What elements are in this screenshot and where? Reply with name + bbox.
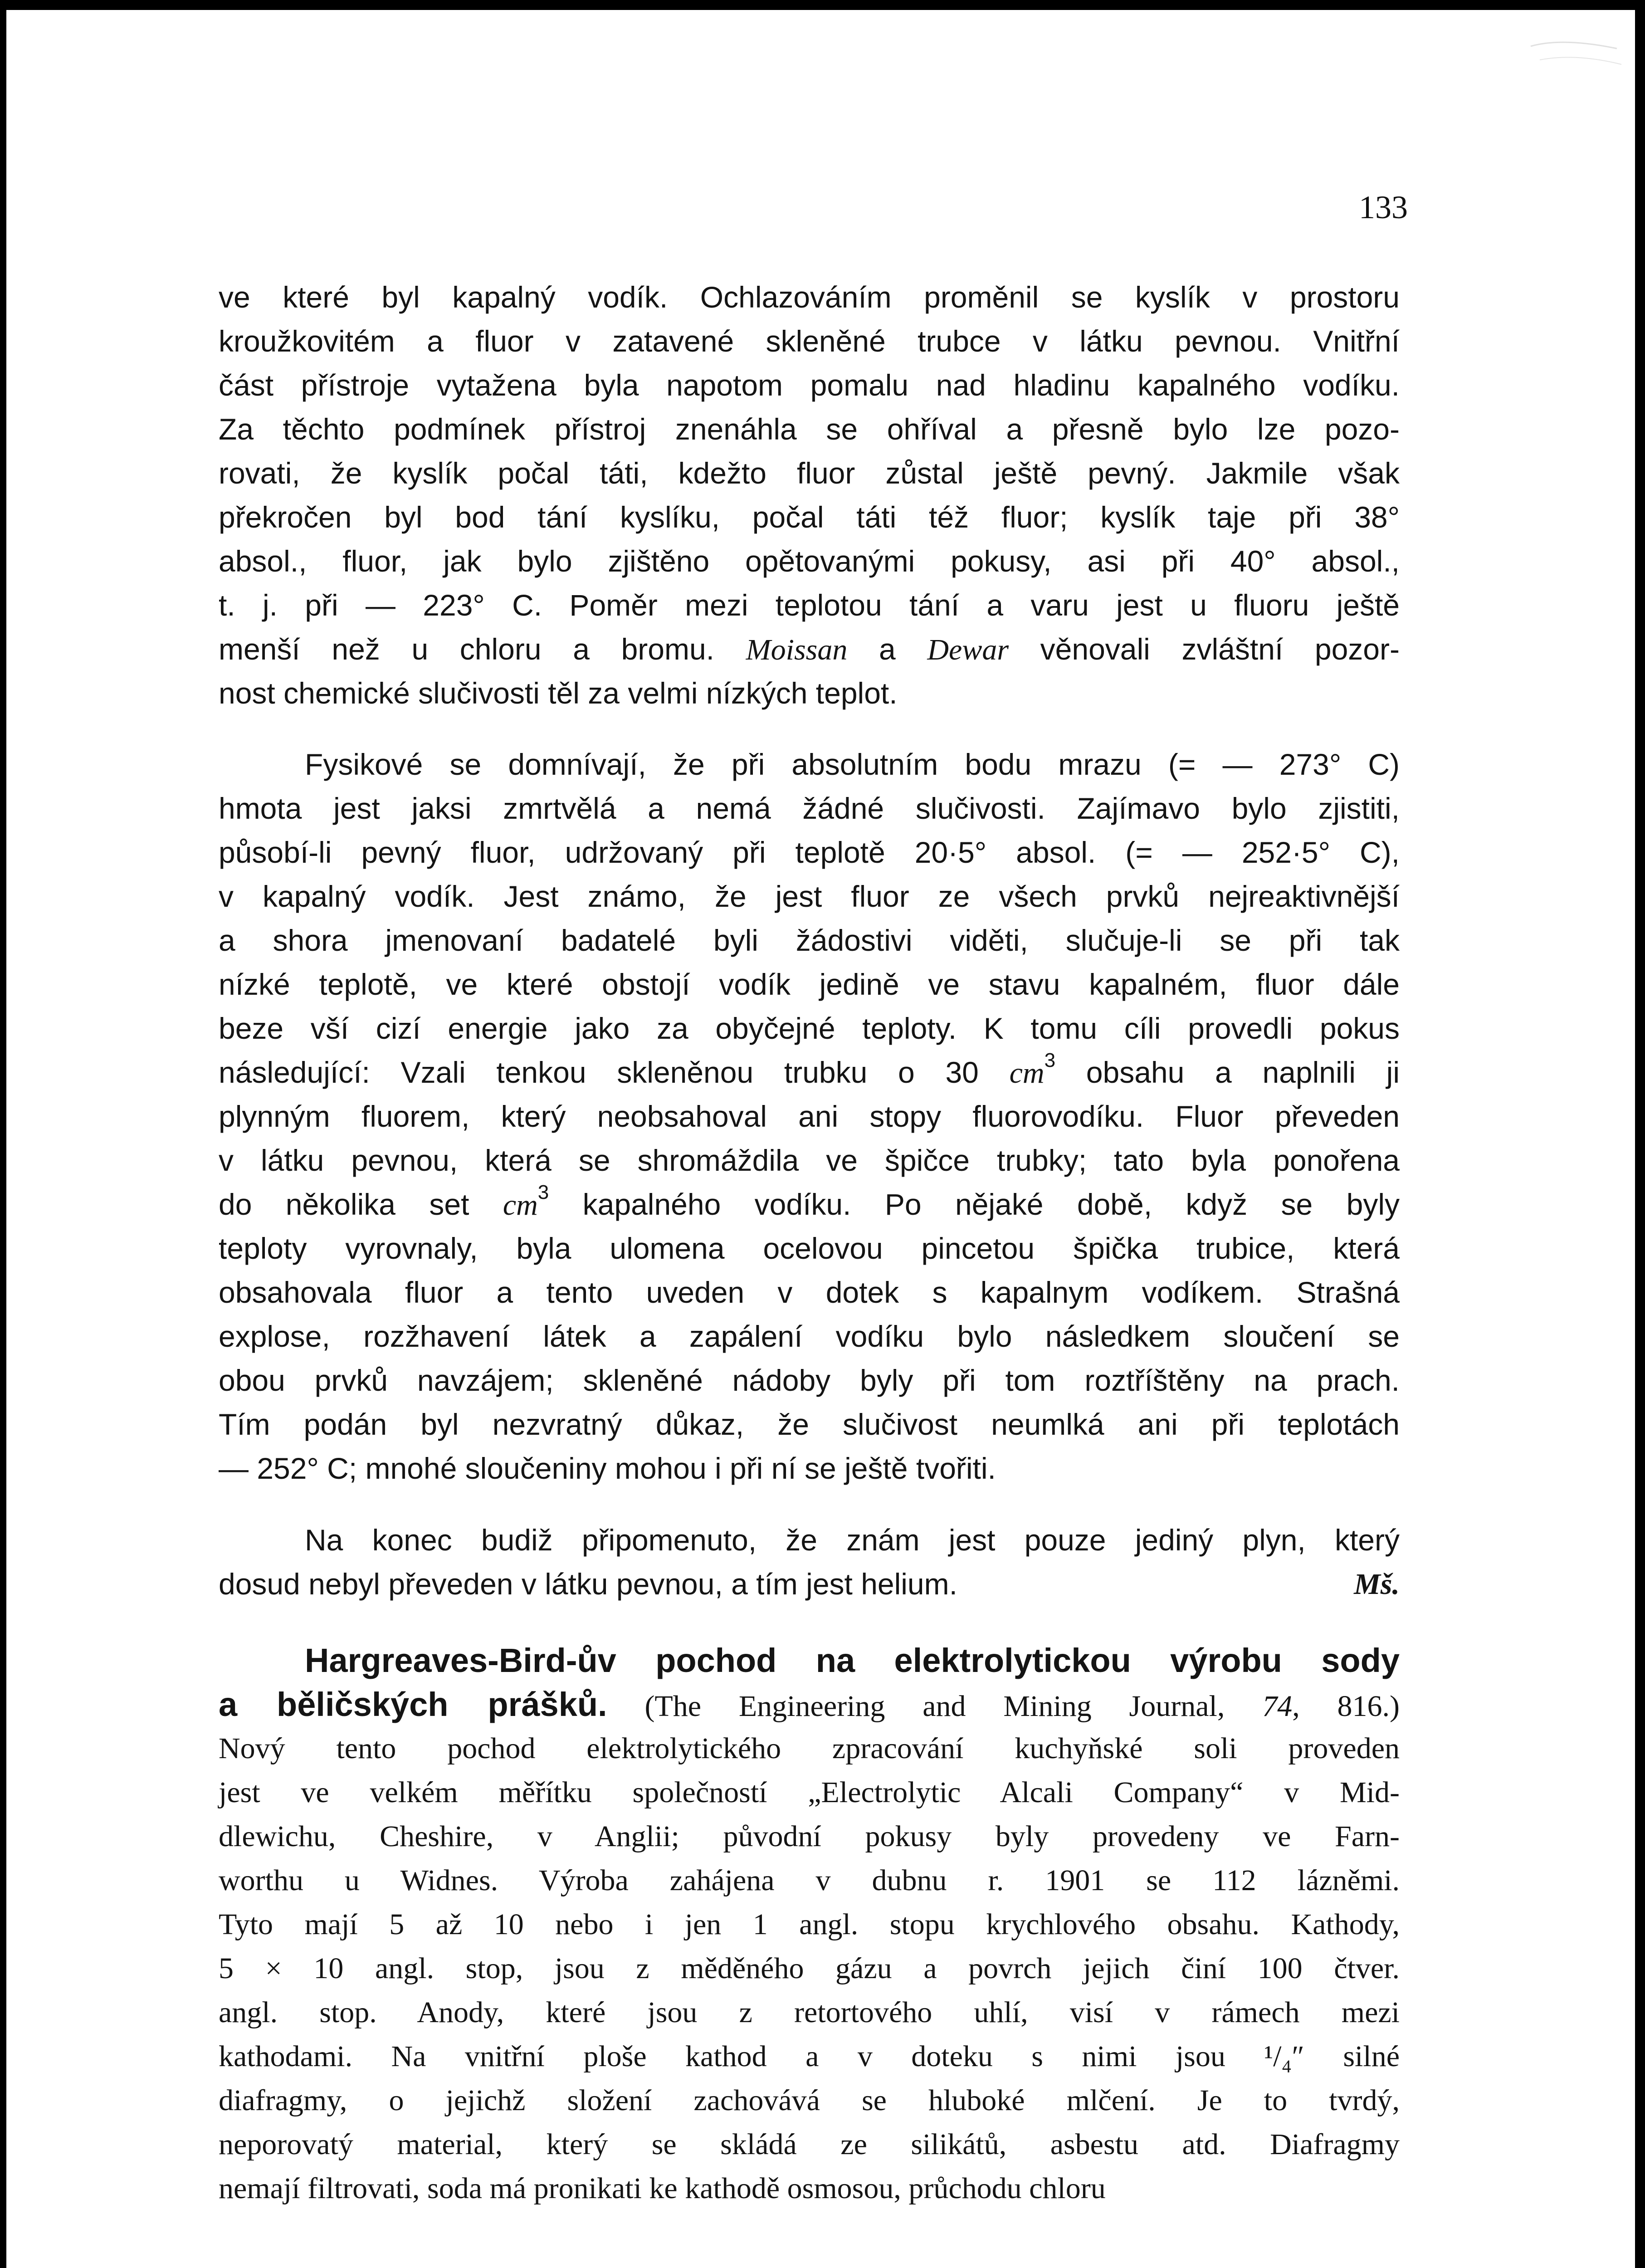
text-line: v látku pevnou, která se shromáždila ve špičce trubky; tato byla ponořena bbox=[219, 1144, 1400, 1177]
text-line: působí-li pevný fluor, udržovaný při teplotě 20·5° absol. (= — 252·5° C), bbox=[219, 836, 1400, 869]
text-fragment: dosud nebyl převeden v látku pevnou, a tím jest helium. bbox=[219, 1567, 957, 1601]
paragraph-1 bbox=[219, 275, 1400, 715]
text-line: absol., fluor, jak bylo zjištěno opětovanými pokusy, asi při 40° absol., bbox=[219, 544, 1400, 578]
text-line bbox=[219, 627, 1400, 671]
unit-cm: cm bbox=[503, 1188, 538, 1222]
paper-edge-smudge bbox=[1526, 28, 1626, 83]
text-fragment: obsahu a naplnili ji bbox=[1055, 1056, 1400, 1089]
article-title: Hargreaves-Bird-ův pochod na elektrolytickou výrobu sody bbox=[305, 1642, 1400, 1679]
text-line: obou prvků navzájem; skleněné nádoby byly při tom roztříštěny na prach. bbox=[219, 1364, 1400, 1397]
text-line: v kapalný vodík. Jest známo, že jest fluor ze všech prvků nejreaktivnější bbox=[219, 880, 1400, 913]
superscript-3: 3 bbox=[537, 1181, 549, 1203]
text-line: kroužkovitém a fluor v zatavené skleněné trubce v látku pevnou. Vnitřní bbox=[219, 324, 1400, 358]
scanned-page bbox=[6, 10, 1635, 2268]
text-line: nost chemické slučivosti těl za velmi nízkých teplot. bbox=[219, 676, 898, 710]
text-line bbox=[219, 1682, 1400, 1726]
text-line: nemají filtrovati, soda má pronikati ke kathodě osmosou, průchodu chloru bbox=[219, 2172, 1106, 2205]
author-name-moissan: Moissan bbox=[746, 633, 848, 666]
text-line: překročen byl bod tání kyslíku, počal táti též fluor; kyslík taje při 38° bbox=[219, 500, 1400, 534]
text-line: Na konec budiž připomenuto, že znám jest pouze jediný plyn, který bbox=[305, 1523, 1400, 1557]
unit-cm: cm bbox=[1009, 1056, 1045, 1090]
citation: (The Engineering and Mining Journal, bbox=[607, 1690, 1263, 1723]
text-line: rovati, že kyslík počal táti, kdežto fluor zůstal ještě pevný. Jakmile však bbox=[219, 456, 1400, 490]
text-line: Fysikové se domnívají, že při absolutním bodu mrazu (= — 273° C) bbox=[305, 748, 1400, 781]
text-line: kathodami. Na vnitřní ploše kathod a v doteku s nimi jsou ¹/₄″ silné bbox=[219, 2040, 1400, 2073]
text-line: — 252° C; mnohé sloučeniny mohou i při ní se ještě tvořiti. bbox=[219, 1452, 996, 1485]
text-line bbox=[219, 1183, 1400, 1227]
text-line: 5 × 10 angl. stop, jsou z měděného gázu a povrch jejich činí 100 čtver. bbox=[219, 1952, 1400, 1985]
text-line: explose, rozžhavení látek a zapálení vodíku bylo následkem sloučení se bbox=[219, 1320, 1400, 1353]
text-line: část přístroje vytažena byla napotom pomalu nad hladinu kapalného vodíku. bbox=[219, 368, 1400, 402]
article bbox=[219, 1638, 1400, 2210]
text-line: dlewichu, Cheshire, v Anglii; původní pokusy byly provedeny ve Farn- bbox=[219, 1820, 1400, 1853]
text-fragment: a bbox=[847, 632, 927, 666]
article-title-continuation: a běličských prášků. bbox=[219, 1686, 607, 1723]
superscript-3: 3 bbox=[1044, 1049, 1056, 1071]
paragraph-3 bbox=[219, 1518, 1400, 1606]
author-name-dewar: Dewar bbox=[927, 633, 1009, 666]
text-line bbox=[219, 1051, 1400, 1095]
text-fragment: následující: Vzali tenkou skleněnou trubku o 30 bbox=[219, 1056, 1010, 1089]
text-line: angl. stop. Anody, které jsou z retortového uhlí, visí v rámech mezi bbox=[219, 1996, 1400, 2029]
text-line bbox=[219, 1562, 1400, 1606]
text-line: beze vší cizí energie jako za obyčejné teploty. K tomu cíli provedli pokus bbox=[219, 1012, 1400, 1045]
paragraph-2 bbox=[219, 743, 1400, 1491]
text-line: neporovatý material, který se skládá ze silikátů, asbestu atd. Diafragmy bbox=[219, 2128, 1400, 2161]
text-fragment: věnovali zvláštní pozor- bbox=[1009, 632, 1400, 666]
citation: , 816.) bbox=[1292, 1690, 1400, 1723]
citation-volume: 74 bbox=[1262, 1690, 1293, 1723]
text-line: Nový tento pochod elektrolytického zpracování kuchyňské soli proveden bbox=[219, 1732, 1400, 1765]
text-line: t. j. při — 223° C. Poměr mezi teplotou tání a varu jest u fluoru ještě bbox=[219, 588, 1400, 622]
text-line: obsahovala fluor a tento uveden v dotek s kapalnym vodíkem. Strašná bbox=[219, 1276, 1400, 1309]
text-line: Tím podán byl nezvratný důkaz, že slučivost neumlká ani při teplotách bbox=[219, 1408, 1400, 1441]
text-line: diafragmy, o jejichž složení zachovává se hluboké mlčení. Je to tvrdý, bbox=[219, 2084, 1400, 2117]
text-fragment: do několika set bbox=[219, 1188, 503, 1221]
text-line: teploty vyrovnaly, byla ulomena ocelovou pincetou špička trubice, která bbox=[219, 1232, 1400, 1265]
text-line: hmota jest jaksi zmrtvělá a nemá žádné slučivosti. Zajímavo bylo zjistiti, bbox=[219, 792, 1400, 825]
text-line: Za těchto podmínek přístroj znenáhla se ohříval a přesně bylo lze pozo- bbox=[219, 412, 1400, 446]
text-line: ve které byl kapalný vodík. Ochlazováním proměnil se kyslík v prostoru bbox=[219, 280, 1400, 314]
text-line: Tyto mají 5 až 10 nebo i jen 1 angl. stopu krychlového obsahu. Kathody, bbox=[219, 1908, 1400, 1941]
page-number: 133 bbox=[1359, 189, 1408, 225]
text-line: jest ve velkém měřítku společností „Electrolytic Alcali Company“ v Mid- bbox=[219, 1776, 1400, 1809]
text-fragment: kapalného vodíku. Po nějaké době, když se byly bbox=[549, 1188, 1400, 1221]
text-line: plynným fluorem, který neobsahoval ani stopy fluorovodíku. Fluor převeden bbox=[219, 1100, 1400, 1133]
text-line: worthu u Widnes. Výroba zahájena v dubnu r. 1901 se 112 lázněmi. bbox=[219, 1864, 1400, 1897]
text-fragment: menší než u chloru a bromu. bbox=[219, 632, 714, 666]
text-line: a shora jmenovaní badatelé byli žádostivi viděti, slučuje-li se při tak bbox=[219, 924, 1400, 957]
text-line: nízké teplotě, ve které obstojí vodík jedině ve stavu kapalném, fluor dále bbox=[219, 968, 1400, 1001]
author-signature: Mš. bbox=[1354, 1568, 1400, 1601]
